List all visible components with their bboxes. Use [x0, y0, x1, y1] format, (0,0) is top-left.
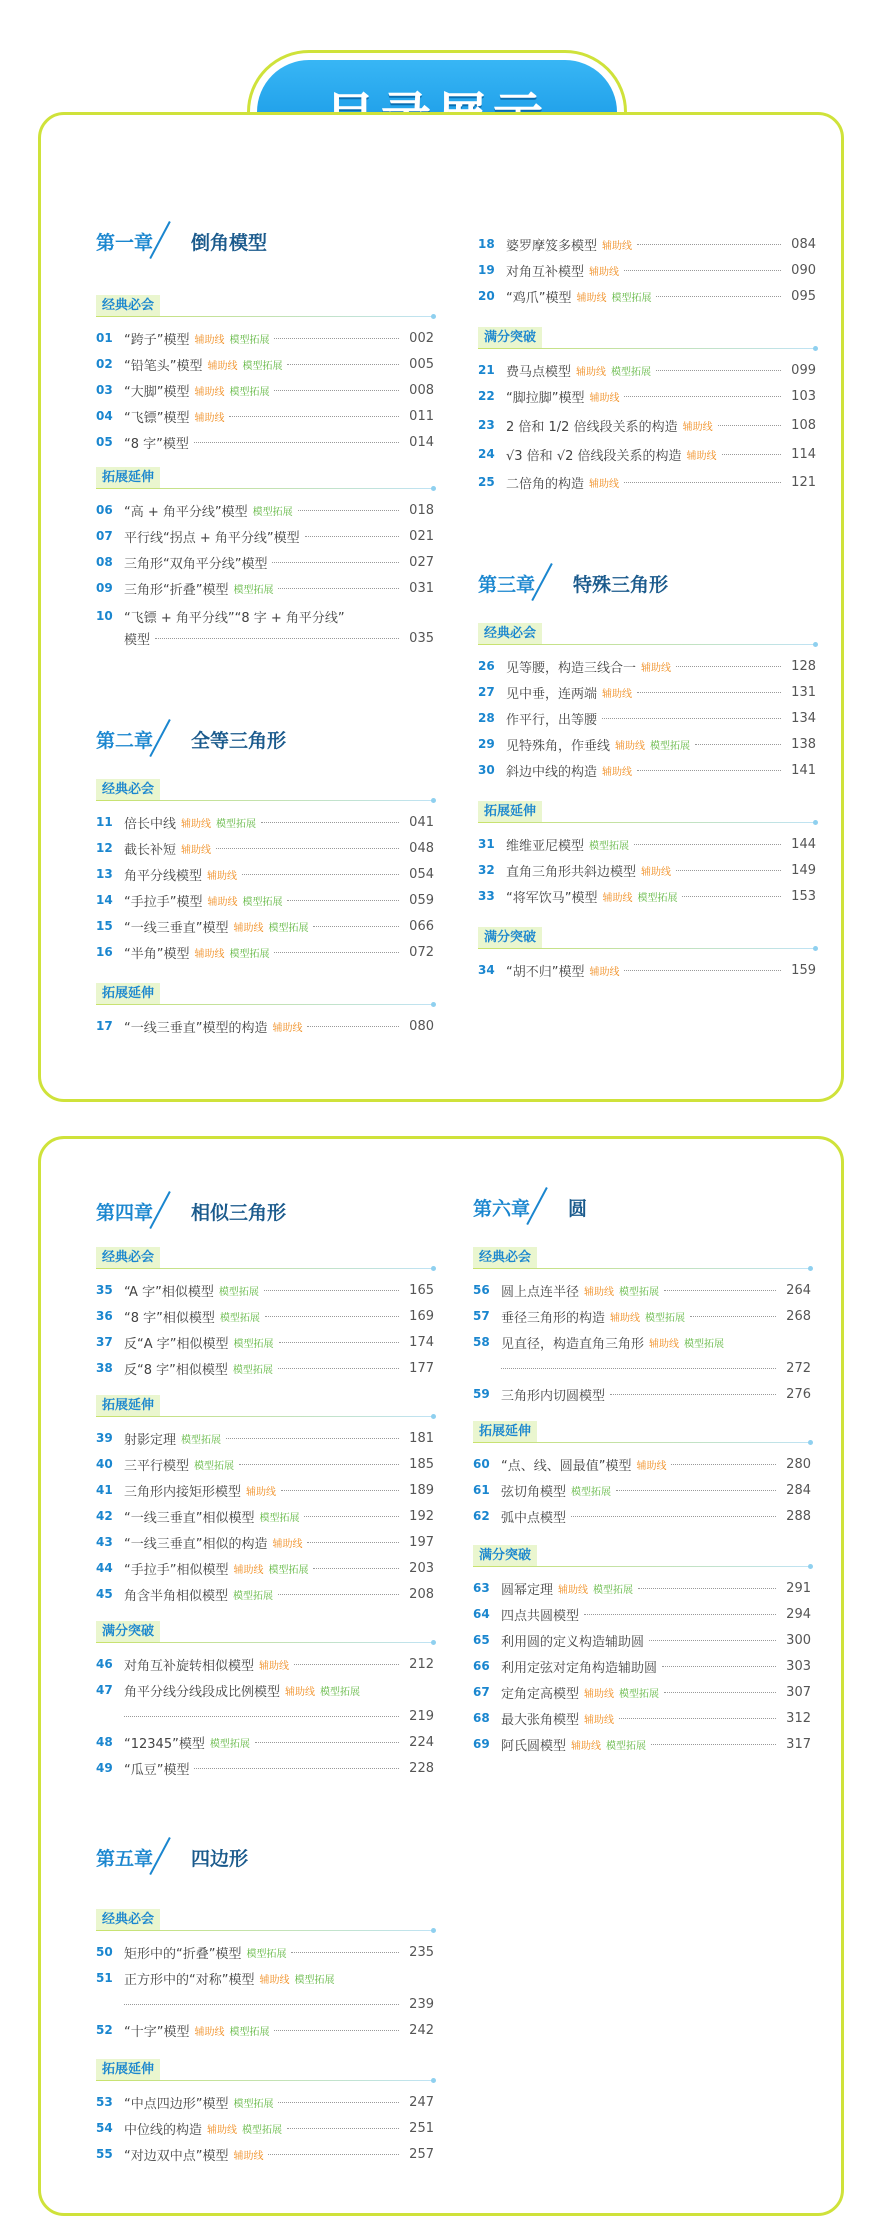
section-heading: 拓展延伸 — [96, 983, 434, 1005]
chapter-slash — [157, 1837, 185, 1875]
toc-entry[interactable]: 23 2 倍和 1/2 倍线段关系的构造 辅助线 108 — [478, 417, 816, 435]
toc-entry[interactable]: 16 “半角”模型 辅助线 模型拓展 072 — [96, 944, 434, 962]
toc-entry-continued[interactable]: 模型 035 — [124, 630, 434, 648]
toc-entry[interactable]: 69 阿氏圆模型 辅助线 模型拓展 317 — [473, 1736, 811, 1754]
toc-entry[interactable]: 55 “对边双中点”模型 辅助线 257 — [96, 2146, 434, 2164]
chapter-number: 第二章 — [96, 726, 153, 757]
toc-entry[interactable]: 57 垂径三角形的构造 辅助线 模型拓展 268 — [473, 1308, 811, 1326]
toc-entry[interactable]: 49 “瓜豆”模型 228 — [96, 1760, 434, 1778]
toc-entry[interactable]: 04 “飞镖”模型 辅助线 011 — [96, 408, 434, 426]
toc-entry[interactable]: 68 最大张角模型 辅助线 312 — [473, 1710, 811, 1728]
toc-entry[interactable]: 43 “一线三垂直”相似的构造 辅助线 197 — [96, 1534, 434, 1552]
toc-entry[interactable]: 06 “高 + 角平分线”模型 模型拓展 018 — [96, 502, 434, 520]
chapter-name: 四边形 — [191, 1848, 249, 1870]
toc-entry[interactable]: 25 二倍角的构造 辅助线 121 — [478, 474, 816, 492]
toc-entry[interactable]: 67 定角定高模型 辅助线 模型拓展 307 — [473, 1684, 811, 1702]
chapter-number: 第三章 — [478, 570, 535, 601]
toc-panel-2 — [38, 1136, 844, 2216]
toc-entry[interactable]: 10 “飞镖 + 角平分线”“8 字 + 角平分线” — [96, 609, 345, 626]
chapter-name: 圆 — [568, 1198, 588, 1220]
chapter-name: 倒角模型 — [191, 232, 268, 254]
section-heading: 满分突破 — [96, 1621, 434, 1643]
toc-entry[interactable]: 24 √3 倍和 √2 倍线段关系的构造 辅助线 114 — [478, 446, 816, 464]
chapter-number: 第四章 — [96, 1198, 153, 1229]
toc-entry[interactable]: 29 见特殊角，作垂线 辅助线 模型拓展 138 — [478, 736, 816, 754]
chapter-1-heading — [96, 213, 267, 259]
toc-entry[interactable]: 52 “十字”模型 辅助线 模型拓展 242 — [96, 2022, 434, 2040]
toc-entry[interactable]: 12 截长补短 辅助线 048 — [96, 840, 434, 858]
toc-entry[interactable]: 47 角平分线分线段成比例模型 辅助线 模型拓展 — [96, 1683, 361, 1700]
section-heading: 经典必会 — [96, 295, 434, 317]
toc-entry[interactable]: 62 弧中点模型 288 — [473, 1508, 811, 1526]
toc-entry[interactable]: 56 圆上点连半径 辅助线 模型拓展 264 — [473, 1282, 811, 1300]
toc-entry[interactable]: 37 反“A 字”相似模型 模型拓展 174 — [96, 1334, 434, 1352]
toc-panel-1 — [38, 112, 844, 1102]
toc-entry[interactable]: 58 见直径，构造直角三角形 辅助线 模型拓展 — [473, 1335, 725, 1352]
toc-entry[interactable]: 18 婆罗摩笈多模型 辅助线 084 — [478, 236, 816, 254]
section-heading: 满分突破 — [473, 1545, 811, 1567]
toc-entry[interactable]: 21 费马点模型 辅助线 模型拓展 099 — [478, 362, 816, 380]
toc-entry[interactable]: 44 “手拉手”相似模型 辅助线 模型拓展 203 — [96, 1560, 434, 1578]
section-heading: 拓展延伸 — [96, 467, 434, 489]
left-column — [96, 115, 434, 1095]
chapter-3-heading — [478, 555, 668, 601]
toc-entry[interactable]: 35 “A 字”相似模型 模型拓展 165 — [96, 1282, 434, 1300]
toc-entry[interactable]: 50 矩形中的“折叠”模型 模型拓展 235 — [96, 1944, 434, 1962]
toc-entry[interactable]: 46 对角互补旋转相似模型 辅助线 212 — [96, 1656, 434, 1674]
toc-entry[interactable]: 30 斜边中线的构造 辅助线 141 — [478, 762, 816, 780]
toc-entry[interactable]: 36 “8 字”相似模型 模型拓展 169 — [96, 1308, 434, 1326]
toc-entry[interactable]: 45 角含半角相似模型 模型拓展 208 — [96, 1586, 434, 1604]
toc-entry[interactable]: 08 三角形“双角平分线”模型 027 — [96, 554, 434, 572]
section-heading: 经典必会 — [478, 623, 816, 645]
section-heading: 经典必会 — [96, 779, 434, 801]
section-heading: 满分突破 — [478, 927, 816, 949]
toc-entry[interactable]: 42 “一线三垂直”相似模型 模型拓展 192 — [96, 1508, 434, 1526]
toc-entry[interactable]: 14 “手拉手”模型 辅助线 模型拓展 059 — [96, 892, 434, 910]
toc-entry[interactable]: 07 平行线“拐点 + 角平分线”模型 021 — [96, 528, 434, 546]
chapter-4-heading — [96, 1183, 286, 1229]
toc-entry[interactable]: 09 三角形“折叠”模型 模型拓展 031 — [96, 580, 434, 598]
toc-entry[interactable]: 66 利用定弦对定角构造辅助圆 303 — [473, 1658, 811, 1676]
chapter-slash — [157, 1191, 185, 1229]
toc-entry[interactable]: 11 倍长中线 辅助线 模型拓展 041 — [96, 814, 434, 832]
toc-entry[interactable]: 59 三角形内切圆模型 276 — [473, 1386, 811, 1404]
section-heading: 拓展延伸 — [473, 1421, 811, 1443]
toc-entry[interactable]: 54 中位线的构造 辅助线 模型拓展 251 — [96, 2120, 434, 2138]
section-heading: 满分突破 — [478, 327, 816, 349]
toc-entry-continued[interactable]: 219 — [96, 1705, 434, 1727]
toc-entry[interactable]: 13 角平分线模型 辅助线 054 — [96, 866, 434, 884]
chapter-6-heading — [473, 1179, 587, 1225]
chapter-name: 相似三角形 — [191, 1202, 287, 1224]
toc-entry[interactable]: 26 见等腰，构造三线合一 辅助线 128 — [478, 658, 816, 676]
section-heading: 经典必会 — [96, 1247, 434, 1269]
chapter-slash — [539, 563, 567, 601]
toc-entry[interactable]: 65 利用圆的定义构造辅助圆 300 — [473, 1632, 811, 1650]
toc-entry[interactable]: 03 “大脚”模型 辅助线 模型拓展 008 — [96, 382, 434, 400]
toc-entry[interactable]: 33 “将军饮马”模型 辅助线 模型拓展 153 — [478, 888, 816, 906]
chapter-number: 第五章 — [96, 1844, 153, 1875]
toc-entry[interactable]: 40 三平行模型 模型拓展 185 — [96, 1456, 434, 1474]
toc-entry[interactable]: 22 “脚拉脚”模型 辅助线 103 — [478, 388, 816, 406]
toc-entry[interactable]: 05 “8 字”模型 014 — [96, 434, 434, 452]
chapter-2-heading — [96, 711, 286, 757]
toc-entry[interactable]: 27 见中垂，连两端 辅助线 131 — [478, 684, 816, 702]
toc-entry[interactable]: 01 “跨子”模型 辅助线 模型拓展 002 — [96, 330, 434, 348]
left-column — [96, 1139, 434, 2209]
toc-entry[interactable]: 63 圆幂定理 辅助线 模型拓展 291 — [473, 1580, 811, 1598]
toc-entry[interactable]: 34 “胡不归”模型 辅助线 159 — [478, 962, 816, 980]
toc-entry[interactable]: 61 弦切角模型 模型拓展 284 — [473, 1482, 811, 1500]
chapter-name: 特殊三角形 — [573, 574, 669, 596]
toc-entry[interactable]: 20 “鸡爪”模型 辅助线 模型拓展 095 — [478, 288, 816, 306]
chapter-slash — [534, 1187, 562, 1225]
toc-entry-continued[interactable]: 239 — [96, 1993, 434, 2015]
chapter-name: 全等三角形 — [191, 730, 287, 752]
toc-entry[interactable]: 38 反“8 字”相似模型 模型拓展 177 — [96, 1360, 434, 1378]
right-column — [473, 1139, 811, 2209]
chapter-number: 第六章 — [473, 1194, 530, 1225]
right-column — [478, 115, 816, 1095]
section-heading: 经典必会 — [473, 1247, 811, 1269]
toc-entry[interactable]: 15 “一线三垂直”模型 辅助线 模型拓展 066 — [96, 918, 434, 936]
toc-entry[interactable]: 53 “中点四边形”模型 模型拓展 247 — [96, 2094, 434, 2112]
chapter-slash — [157, 719, 185, 757]
toc-entry[interactable]: 28 作平行，出等腰 134 — [478, 710, 816, 728]
chapter-slash — [157, 221, 185, 259]
toc-entry[interactable]: 41 三角形内接矩形模型 辅助线 189 — [96, 1482, 434, 1500]
toc-entry[interactable]: 60 “点、线、圆最值”模型 辅助线 280 — [473, 1456, 811, 1474]
section-heading: 拓展延伸 — [96, 1395, 434, 1417]
chapter-number: 第一章 — [96, 228, 153, 259]
toc-entry[interactable]: 31 维维亚尼模型 模型拓展 144 — [478, 836, 816, 854]
toc-entry[interactable]: 39 射影定理 模型拓展 181 — [96, 1430, 434, 1448]
section-heading: 经典必会 — [96, 1909, 434, 1931]
section-heading: 拓展延伸 — [478, 801, 816, 823]
toc-entry[interactable]: 48 “12345”模型 模型拓展 224 — [96, 1734, 434, 1752]
toc-entry[interactable]: 17 “一线三垂直”模型的构造 辅助线 080 — [96, 1018, 434, 1036]
toc-entry-continued[interactable]: 272 — [473, 1357, 811, 1379]
toc-entry[interactable]: 32 直角三角形共斜边模型 辅助线 149 — [478, 862, 816, 880]
chapter-5-heading — [96, 1829, 248, 1875]
toc-entry[interactable]: 51 正方形中的“对称”模型 辅助线 模型拓展 — [96, 1971, 335, 1988]
toc-entry[interactable]: 19 对角互补模型 辅助线 090 — [478, 262, 816, 280]
toc-entry[interactable]: 02 “铅笔头”模型 辅助线 模型拓展 005 — [96, 356, 434, 374]
section-heading: 拓展延伸 — [96, 2059, 434, 2081]
toc-entry[interactable]: 64 四点共圆模型 294 — [473, 1606, 811, 1624]
